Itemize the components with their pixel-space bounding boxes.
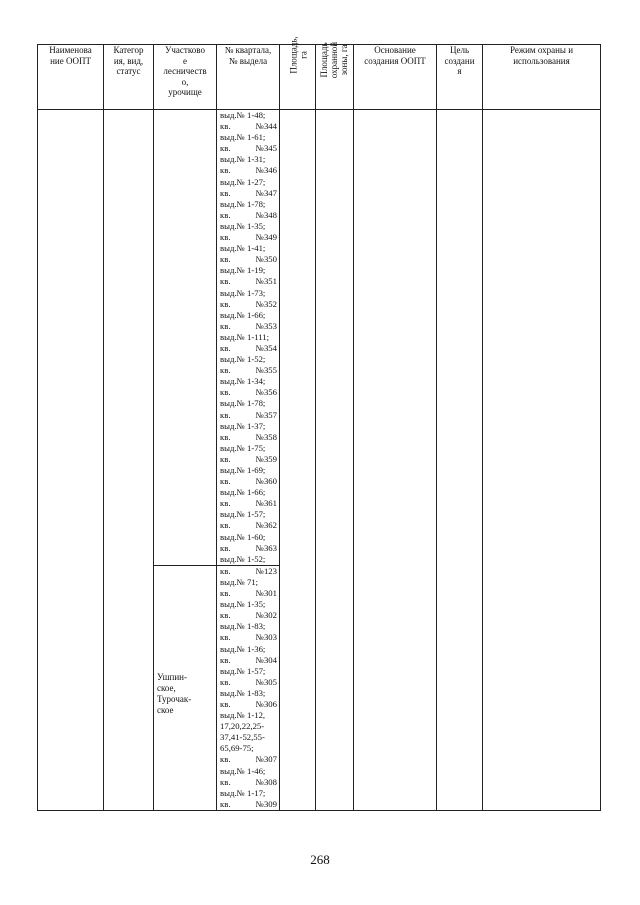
vydel-entry: выд.№ 1-37; [220, 420, 266, 431]
kvartal-prefix: кв. [220, 654, 231, 665]
kvartal-prefix: кв. [220, 610, 231, 621]
kvartal-prefix: кв. [220, 754, 231, 765]
kvartal-prefix: кв. [220, 232, 231, 243]
kvartal-number: №344 [255, 121, 277, 132]
vydel-entry: выд.№ 1-48; [220, 110, 266, 120]
kvartal-entry [220, 387, 277, 398]
kvartal-prefix: кв. [220, 276, 231, 287]
kvartal-entry [220, 699, 277, 710]
kvartal-entry [220, 232, 277, 243]
kvartal-prefix: кв. [220, 588, 231, 599]
kvartal-number: №349 [255, 232, 277, 243]
vydel-entry: выд.№ 71; [220, 576, 259, 587]
vydel-entry: выд.№ 1-31; [220, 154, 266, 165]
cell-buffer-area [316, 110, 354, 811]
kvartal-number: №303 [255, 632, 277, 643]
kvartal-number: №357 [255, 409, 277, 420]
kvartal-entry [220, 254, 277, 265]
vydel-entry: выд.№ 1-36; [220, 643, 266, 654]
kvartal-entry [220, 321, 277, 332]
kvartal-number: №354 [255, 342, 277, 353]
header-basis: Основание создания ООПТ [354, 45, 437, 110]
kvartal-number: №363 [255, 542, 277, 553]
cell-category [104, 110, 154, 811]
kvartal-number: №358 [255, 431, 277, 442]
vydel-entry: выд.№ 1-57; [220, 509, 266, 520]
kvartal-number: №309 [255, 798, 277, 809]
kvartal-number: №351 [255, 276, 277, 287]
kvartal-entry [220, 299, 277, 310]
kvartal-number: №356 [255, 387, 277, 398]
kvartal-prefix: кв. [220, 698, 231, 709]
kvartal-entry [220, 188, 277, 199]
header-uchastok: Участково е лесничеств о, урочище [154, 45, 217, 110]
vydel-entry: выд.№ 1-34; [220, 376, 266, 387]
kvartal-entry [220, 365, 277, 376]
kvartal-prefix: кв. [220, 520, 231, 531]
kvartal-prefix: кв. [220, 209, 231, 220]
kvartal-number: №353 [255, 320, 277, 331]
kvartal-prefix: кв. [220, 298, 231, 309]
kvartal-prefix: кв. [220, 320, 231, 331]
vydel-entry: выд.№ 1-83; [220, 621, 266, 632]
vydel-entry: выд.№ 1-41; [220, 243, 266, 254]
kvartal-prefix: кв. [220, 254, 231, 265]
kvartal-entry [220, 632, 277, 643]
vydel-entry: выд.№ 1-111; [220, 331, 270, 342]
kvartal-prefix: кв. [220, 542, 231, 553]
kvartal-number: №123 [255, 565, 277, 576]
cell-area [280, 110, 316, 811]
vydel-entry: выд.№ 1-19; [220, 265, 266, 276]
cell-basis [354, 110, 437, 811]
kvartal-number: №355 [255, 365, 277, 376]
vydel-entry: выд.№ 1-83; [220, 687, 266, 698]
kvartal-number: №306 [255, 698, 277, 709]
kvartal-entry [220, 543, 277, 554]
header-kvartal: № квартала, № выдела [217, 45, 280, 110]
kvartal-entry [220, 410, 277, 421]
header-area: Площадь, га [280, 45, 316, 110]
vydel-entry: выд.№ 1-57; [220, 665, 266, 676]
kvartal-entry [220, 454, 277, 465]
kvartal-prefix: кв. [220, 676, 231, 687]
kvartal-number: №304 [255, 654, 277, 665]
vydel-entry: выд.№ 1-75; [220, 442, 266, 453]
kvartal-number: №360 [255, 476, 277, 487]
vydel-entry: выд.№ 1-27; [220, 176, 266, 187]
vydel-entry: выд.№ 1-17; [220, 787, 266, 798]
cell-uchastok-2 [154, 565, 217, 810]
kvartal-entry [220, 121, 277, 132]
cell-regime [483, 110, 601, 811]
vydel-entry: выд.№ 1-52; [220, 553, 266, 564]
kvartal-entry [220, 677, 277, 688]
kvartal-entry [220, 432, 277, 443]
kvartal-prefix: кв. [220, 187, 231, 198]
vydel-entry: выд.№ 1-35; [220, 599, 266, 610]
kvartal-entry [220, 276, 277, 287]
vydel-entry: выд.№ 1-12, 17,20,22,25- 37,41-52,55- 65,69-75; [220, 710, 266, 754]
kvartal-list-2 [217, 566, 279, 810]
kvartal-entry [220, 498, 277, 509]
cell-uchastok-1 [154, 110, 217, 566]
kvartal-number: №350 [255, 254, 277, 265]
table-header-row [38, 45, 601, 110]
kvartal-prefix: кв. [220, 165, 231, 176]
oopt-register-table [37, 36, 601, 811]
kvartal-number: №361 [255, 498, 277, 509]
vydel-entry: выд.№ 1-61; [220, 132, 266, 143]
kvartal-prefix: кв. [220, 798, 231, 809]
cell-goal [437, 110, 483, 811]
kvartal-entry [220, 476, 277, 487]
kvartal-number: №359 [255, 453, 277, 464]
kvartal-prefix: кв. [220, 143, 231, 154]
kvartal-entry [220, 520, 277, 531]
header-buffer-area: Площадь охранной зоны, га [316, 45, 354, 110]
kvartal-number: №305 [255, 676, 277, 687]
kvartal-prefix: кв. [220, 776, 231, 787]
kvartal-prefix: кв. [220, 121, 231, 132]
kvartal-number: №347 [255, 187, 277, 198]
vydel-entry: выд.№ 1-73; [220, 287, 266, 298]
vydel-entry: выд.№ 1-66; [220, 487, 266, 498]
vydel-entry: выд.№ 1-78; [220, 198, 266, 209]
kvartal-entry [220, 655, 277, 666]
kvartal-list-1 [217, 110, 279, 565]
kvartal-entry [220, 210, 277, 221]
kvartal-prefix: кв. [220, 387, 231, 398]
kvartal-entry [220, 165, 277, 176]
kvartal-prefix: кв. [220, 409, 231, 420]
kvartal-entry [220, 343, 277, 354]
cell-kvartal-2 [217, 565, 280, 810]
kvartal-prefix: кв. [220, 565, 231, 576]
header-name: Наименова ние ООПТ [38, 45, 104, 110]
kvartal-number: №352 [255, 298, 277, 309]
kvartal-number: №345 [255, 143, 277, 154]
vydel-entry: выд.№ 1-35; [220, 220, 266, 231]
header-regime: Режим охраны и использования [483, 45, 601, 110]
kvartal-number: №307 [255, 754, 277, 765]
kvartal-prefix: кв. [220, 431, 231, 442]
kvartal-prefix: кв. [220, 365, 231, 376]
kvartal-number: №301 [255, 588, 277, 599]
kvartal-number: №348 [255, 209, 277, 220]
kvartal-prefix: кв. [220, 476, 231, 487]
vydel-entry: выд.№ 1-66; [220, 309, 266, 320]
page-number: 268 [310, 852, 330, 867]
vydel-entry: выд.№ 1-52; [220, 354, 266, 365]
uchastok-name: Ушпин- ское, Турочак- ское [157, 671, 192, 715]
kvartal-number: №308 [255, 776, 277, 787]
kvartal-entry [220, 588, 277, 599]
header-category: Категор ия, вид, статус [104, 45, 154, 110]
kvartal-entry [220, 777, 277, 788]
kvartal-entry [220, 566, 277, 577]
kvartal-number: №302 [255, 610, 277, 621]
table-row [38, 110, 601, 566]
kvartal-entry [220, 610, 277, 621]
vydel-entry: выд.№ 1-60; [220, 531, 266, 542]
kvartal-prefix: кв. [220, 498, 231, 509]
cell-name [38, 110, 104, 811]
vydel-entry: выд.№ 1-78; [220, 398, 266, 409]
kvartal-number: №346 [255, 165, 277, 176]
kvartal-entry [220, 799, 277, 810]
cell-kvartal-1 [217, 110, 280, 566]
kvartal-prefix: кв. [220, 453, 231, 464]
header-goal: Цель создани я [437, 45, 483, 110]
kvartal-entry [220, 143, 277, 154]
vydel-entry: выд.№ 1-46; [220, 765, 266, 776]
kvartal-prefix: кв. [220, 632, 231, 643]
vydel-entry: выд.№ 1-69; [220, 465, 266, 475]
kvartal-number: №362 [255, 520, 277, 531]
kvartal-entry [220, 754, 277, 765]
kvartal-prefix: кв. [220, 342, 231, 353]
